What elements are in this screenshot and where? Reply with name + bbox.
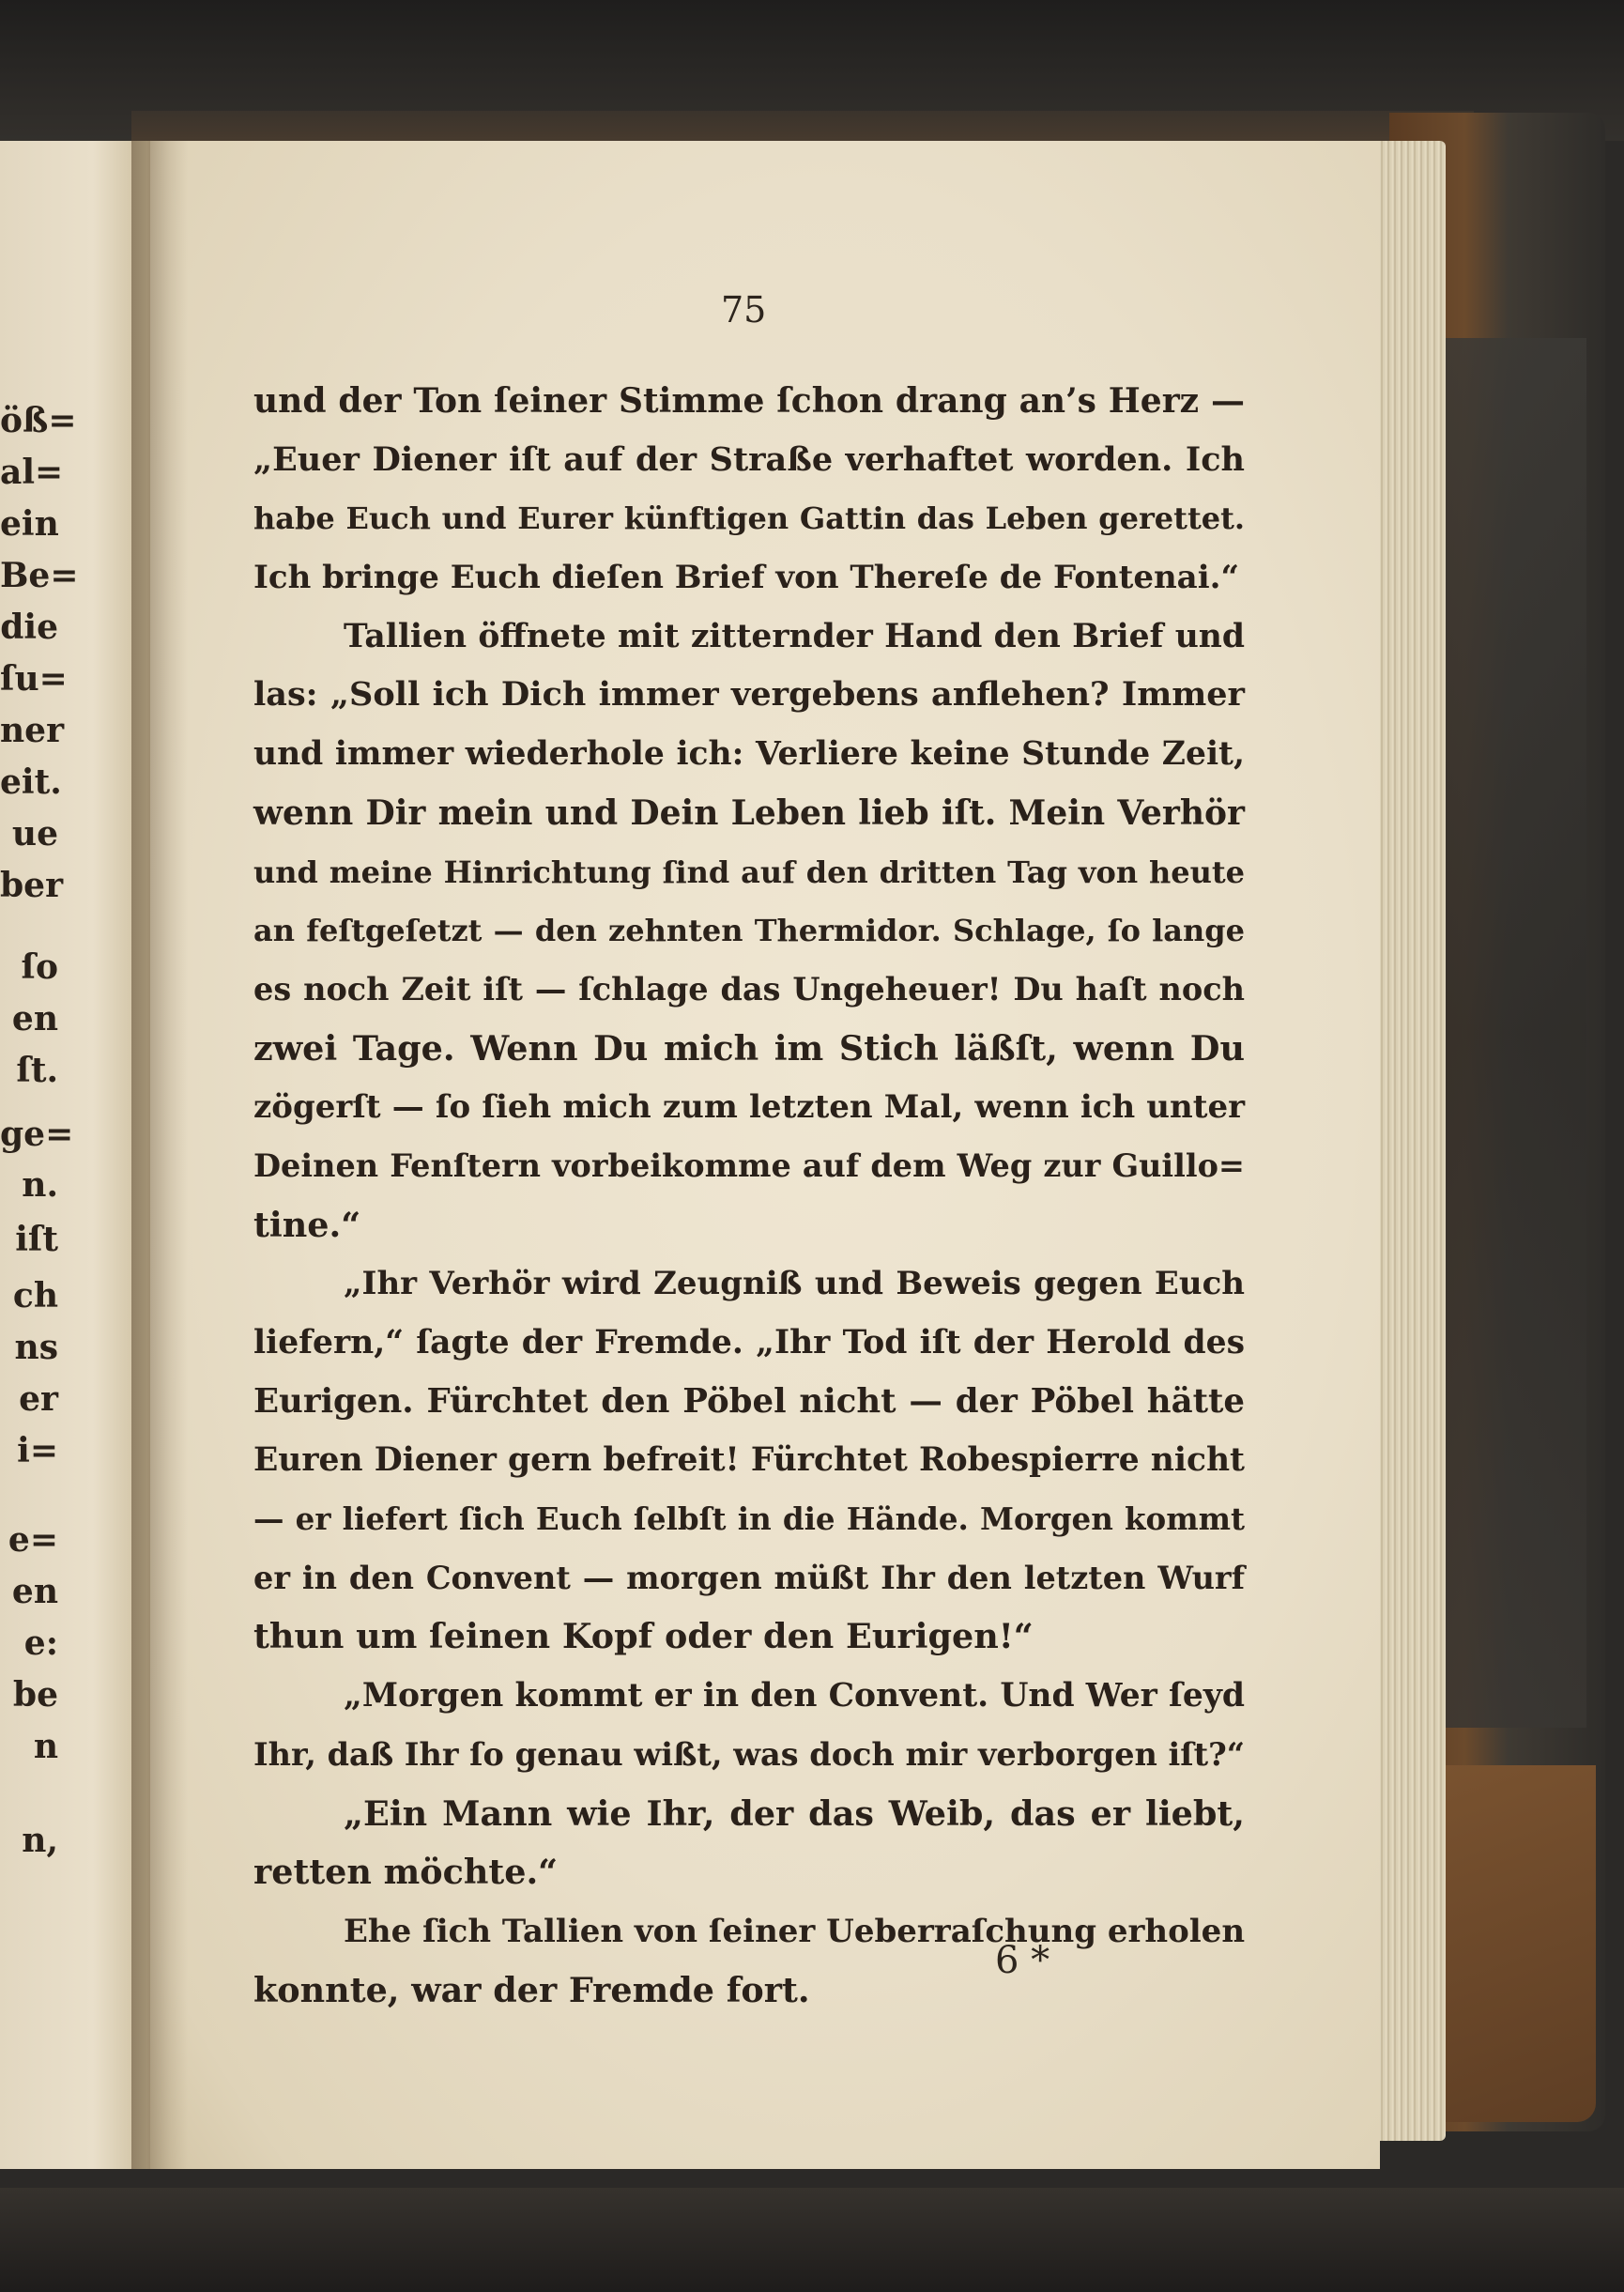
left-page-fragment: ns — [14, 1328, 58, 1367]
page-block-edges — [1371, 141, 1446, 2141]
text-line: Ihr, daß Ihr ſo genau wißt, was doch mir verborgen iſt?“ — [253, 1735, 1246, 1773]
left-page-fragment: e= — [8, 1520, 58, 1560]
left-page-fragment: öß= — [0, 401, 77, 440]
text-line: Deinen Fenſtern vorbeikomme auf dem Weg zur Guillo= — [253, 1146, 1245, 1184]
page-number: 75 — [721, 289, 767, 331]
left-page-fragment: i= — [17, 1431, 58, 1470]
left-page-fragment: be — [12, 1675, 58, 1715]
body-text — [253, 372, 1245, 2020]
text-line: konnte, war der Fremde fort. — [253, 1969, 810, 2010]
left-page-fragment: ge= — [0, 1115, 74, 1154]
left-page-fragment: die — [0, 608, 58, 647]
left-page-fragment: iſt — [15, 1220, 58, 1259]
left-page-fragment: Be= — [0, 556, 79, 595]
left-page-fragment: al= — [0, 453, 64, 492]
left-page-fragment: e: — [23, 1623, 58, 1663]
backdrop-bottom — [0, 2188, 1624, 2292]
left-page-fragment: ue — [11, 814, 58, 854]
text-line: las: „Soll ich Dich immer vergebens anflehen? Immer — [253, 675, 1245, 715]
left-page-fragment: ſu= — [0, 659, 68, 699]
text-line: zögerſt — ſo ſieh mich zum letzten Mal, wenn ich unter — [253, 1088, 1245, 1127]
text-line: „Euer Diener iſt auf der Straße verhaftet worden. Ich — [253, 439, 1245, 479]
text-line: thun um ſeinen Kopf oder den Eurigen!“ — [253, 1616, 1034, 1657]
text-line: retten möchte.“ — [253, 1852, 559, 1893]
text-line: Tallien öffnete mit zitternder Hand den Brief und — [344, 617, 1245, 655]
left-page-fragment: n. — [22, 1165, 58, 1205]
text-line: wenn Dir mein und Dein Leben lieb iſt. Mein Verhör — [253, 792, 1245, 833]
left-page-fragment: n — [33, 1727, 58, 1766]
text-line: es noch Zeit iſt — ſchlage das Ungeheuer! Du haſt noch — [253, 970, 1245, 1008]
book-cover-worn-area — [1446, 338, 1586, 1728]
left-page-fragment: en — [11, 999, 58, 1038]
text-line: und der Ton ſeiner Stimme ſchon drang an’s Herz — — [253, 381, 1245, 421]
left-page-fragment: en — [11, 1572, 58, 1611]
left-page-fragment: ein — [0, 504, 59, 544]
text-line: — er liefert ſich Euch ſelbſt in die Hände. Morgen kommt — [253, 1500, 1245, 1538]
left-page-fragment: ch — [12, 1276, 58, 1315]
text-line: Eurigen. Fürchtet den Pöbel nicht — der Pöbel hätte — [253, 1381, 1245, 1421]
left-page-fragment: ber — [0, 866, 64, 905]
text-line: Ich bringe Euch dieſen Brief von Thereſe de Fontenai.“ — [253, 559, 1240, 597]
left-page-fragment: eit. — [0, 762, 62, 802]
text-line: „Morgen kommt er in den Convent. Und Wer ſeyd — [344, 1677, 1245, 1715]
text-line: und immer wiederhole ich: Verliere keine Stunde Zeit, — [253, 735, 1245, 774]
text-line: er in den Convent — morgen müßt Ihr den letzten Wurf — [253, 1559, 1245, 1596]
text-line: „Ihr Verhör wird Zeugniß und Beweis gegen Euch — [344, 1265, 1245, 1303]
left-page-fragment: ſo — [21, 947, 58, 987]
text-line: zwei Tage. Wenn Du mich im Stich läßſt, wenn Du — [253, 1027, 1245, 1069]
text-line: tine.“ — [253, 1204, 361, 1245]
gutter-shadow — [131, 141, 188, 2169]
text-line: „Ein Mann wie Ihr, der das Weib, das er liebt, — [344, 1792, 1245, 1834]
left-page-fragment: er — [19, 1379, 58, 1419]
left-page-fragment: ſt. — [16, 1051, 58, 1090]
left-page-fragment: n, — [22, 1821, 58, 1860]
text-line: habe Euch und Eurer künftigen Gattin das Leben gerettet. — [253, 500, 1245, 537]
text-line: Euren Diener gern befreit! Fürchtet Robespierre nicht — [253, 1441, 1245, 1480]
left-page-fragment: ner — [0, 711, 65, 750]
text-line: Ehe ſich Tallien von ſeiner Ueberraſchung erholen — [344, 1912, 1246, 1950]
signature-mark: 6 * — [995, 1939, 1050, 1982]
text-line: an feſtgeſetzt — den zehnten Thermidor. Schlage, ſo lange — [253, 913, 1245, 949]
text-line: und meine Hinrichtung ſind auf den dritten Tag von heute — [253, 854, 1245, 890]
text-line: liefern,“ ſagte der Fremde. „Ihr Tod iſt der Herold des — [253, 1324, 1245, 1361]
